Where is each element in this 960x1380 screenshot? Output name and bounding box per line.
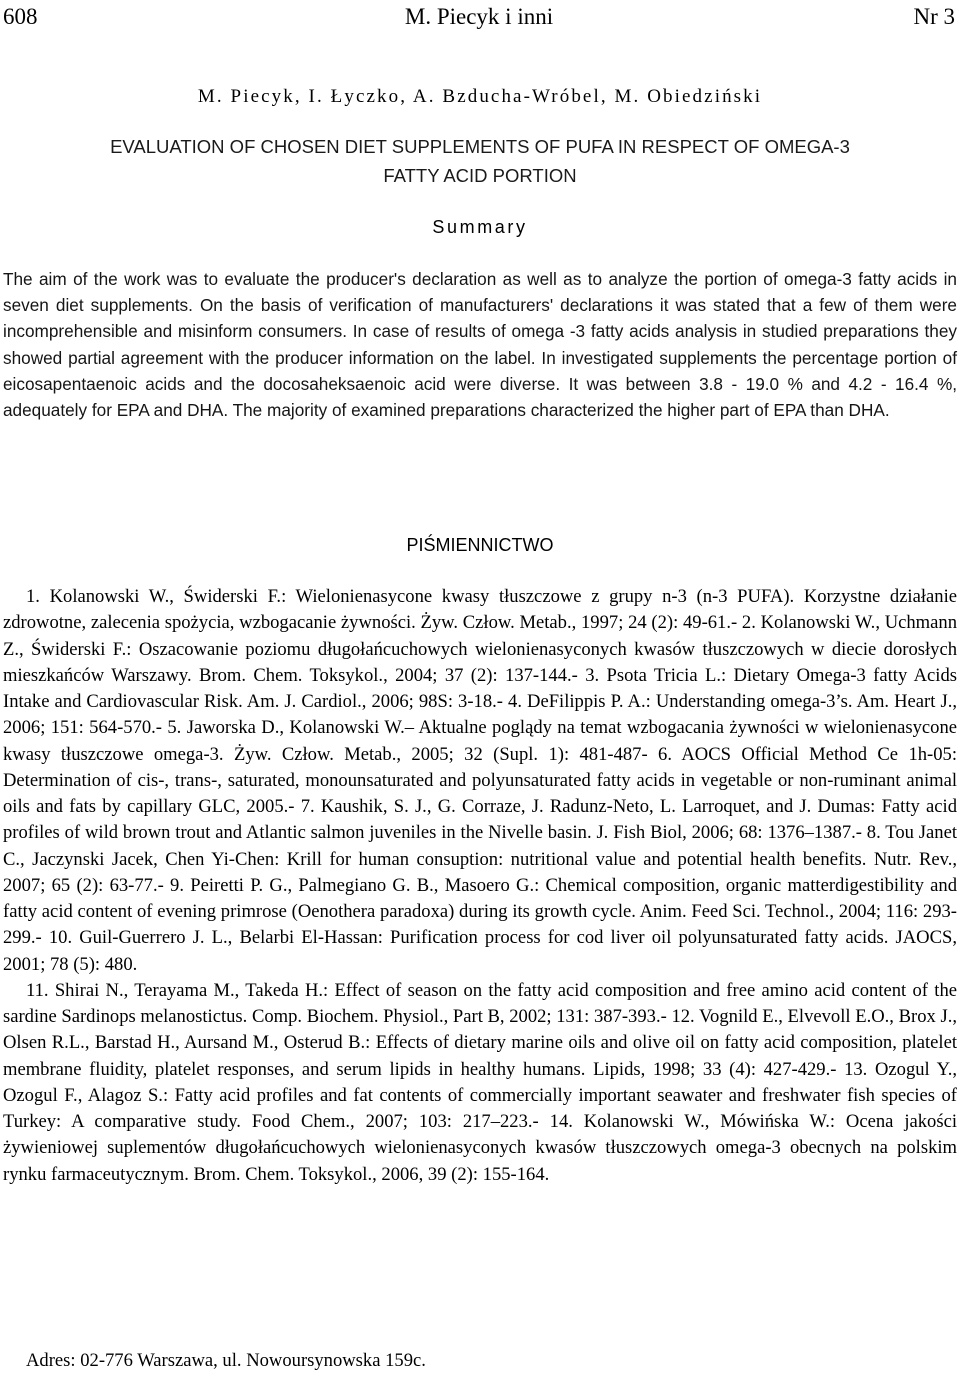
- issue-number: Nr 3: [913, 4, 955, 29]
- summary-paragraph: The aim of the work was to evaluate the producer's declaration as well as to analyze the portion of omega-3 fatty acids in seven diet supplements. On the basis of verification of manufacturers' declarations it was stated that a few of them were incomprehensible and misinform consumers. In case of results of omega -3 fatty acids analysis in studied preparations they showed partial agreement with the producer information on the label. In investigated supplements the percentage portion of eicosapentaenoic acids and the docosaheksaenoic acid were diverse. It was between 3.8 - 19.0 % and 4.2 - 16.4 %, adequately for EPA and DHA. The majority of examined preparations characterized the higher part of EPA than DHA.: [3, 269, 957, 421]
- summary-heading: Summary: [432, 217, 528, 237]
- article-title-line-2: FATTY ACID PORTION: [383, 165, 577, 186]
- page-header: [3, 2, 955, 32]
- article-title: [20, 132, 940, 190]
- references-list: [3, 584, 957, 1188]
- authors-line: M. Piecyk, I. Łyczko, A. Bzducha-Wróbel, M. Obiedziński: [197, 86, 763, 107]
- page-number: 608: [3, 4, 38, 29]
- correspondence-address: Adres: 02-776 Warszawa, ul. Nowoursynowska 159c.: [26, 1350, 426, 1371]
- references-paragraph-2: 11. Shirai N., Terayama M., Takeda H.: Effect of season on the fatty acid composition and free amino acid content of the sardine Sardinops melanostictus. Comp. Biochem. Physiol., Part B, 2002; 131: 387-393.- 12. Vognild E., Elvevoll E.O., Brox J., Olsen R.L., Barstad H., Aursand M., Osterud B.: Effects of dietary marine oils and olive oil on fatty acid composition, platelet membrane fluidity, platelet responses, and serum lipids in healthy humans. Lipids, 1998; 33 (4): 427-429.- 13. Ozogul Y., Ozogul F., Alagoz S.: Fatty acid profiles and fat contents of commercially important seawater and freshwater fish species of Turkey: A comparative study. Food Chem., 2007; 103: 217–223.- 14. Kolanowski W., Mówińska W.: Ocena jakości żywieniowej suplementów długołańcuchowych wielonienasyconych kwasów tłuszczowych omega-3 obecnych na polskim rynku farmaceutycznym. Brom. Chem. Toksykol., 2006, 39 (2): 155-164.: [3, 979, 957, 1185]
- article-title-line-1: EVALUATION OF CHOSEN DIET SUPPLEMENTS OF PUFA IN RESPECT OF OMEGA-3: [110, 136, 850, 157]
- running-title: M. Piecyk i inni: [404, 4, 554, 29]
- references-heading: PIŚMIENNICTWO: [406, 535, 554, 555]
- references-paragraph-1: 1. Kolanowski W., Świderski F.: Wielonienasycone kwasy tłuszczowe z grupy n-3 (n-3 PUFA). Korzystne działanie zdrowotne, zalecenia spożycia, wzbogacanie żywności. Żyw. Człow. Metab., 1997; 24 (2): 49-61.- 2. Kolanowski W., Uchmann Z., Świderski F.: Oszacowanie poziomu długołańcuchowych wielonienasyconych kwasów tłuszczowych w diecie dorosłych mieszkańców Warszawy. Brom. Chem. Toksykol., 2004; 37 (2): 137-144.- 3. Psota Tricia L.: Dietary Omega-3 fatty Acids Intake and Cardiovascular Risk. Am. J. Cardiol., 2006; 98S: 3-18.- 4. DeFilippis P. A.: Understanding omega-3’s. Am. Heart J., 2006; 151: 564-570.- 5. Jaworska D., Kolanowski W.– Aktualne poglądy na temat wzbogacania żywności w wielonienasycone kwasy tłuszczowe omega-3. Żyw. Człow. Metab., 2005; 32 (Supl. 1): 481-487- 6. AOCS Official Method Ce 1h-05: Determination of cis-, trans-, saturated, monounsaturated and polyunsaturated fatty acids in vegetable or non-ruminant animal oils and fats by capillary GLC, 2005.- 7. Kaushik, S. J., G. Corraze, J. Radunz-Neto, L. Larroquet, and J. Dumas: Fatty acid profiles of wild brown trout and Atlantic salmon juveniles in the Nivelle basin. J. Fish Biol, 2006; 68: 1376–1387.- 8. Tou Janet C., Jaczynski Jacek, Chen Yi-Chen: Krill for human consuption: nutritional value and potential health benefits. Nutr. Rev., 2007; 65 (2): 63-77.- 9. Peiretti P. G., Palmegiano G. B., Masoero G.: Chemical composition, organic matterdigestibility and fatty acid content of evening primrose (Oenothera paradoxa) during its growth cycle. Anim. Feed Sci. Technol., 2004; 116: 293-299.- 10. Guil-Guerrero J. L., Belarbi El-Hassan: Purification process for cod liver oil polyunsaturated fatty acids. JAOCS, 2001; 78 (5): 480.: [3, 586, 957, 975]
